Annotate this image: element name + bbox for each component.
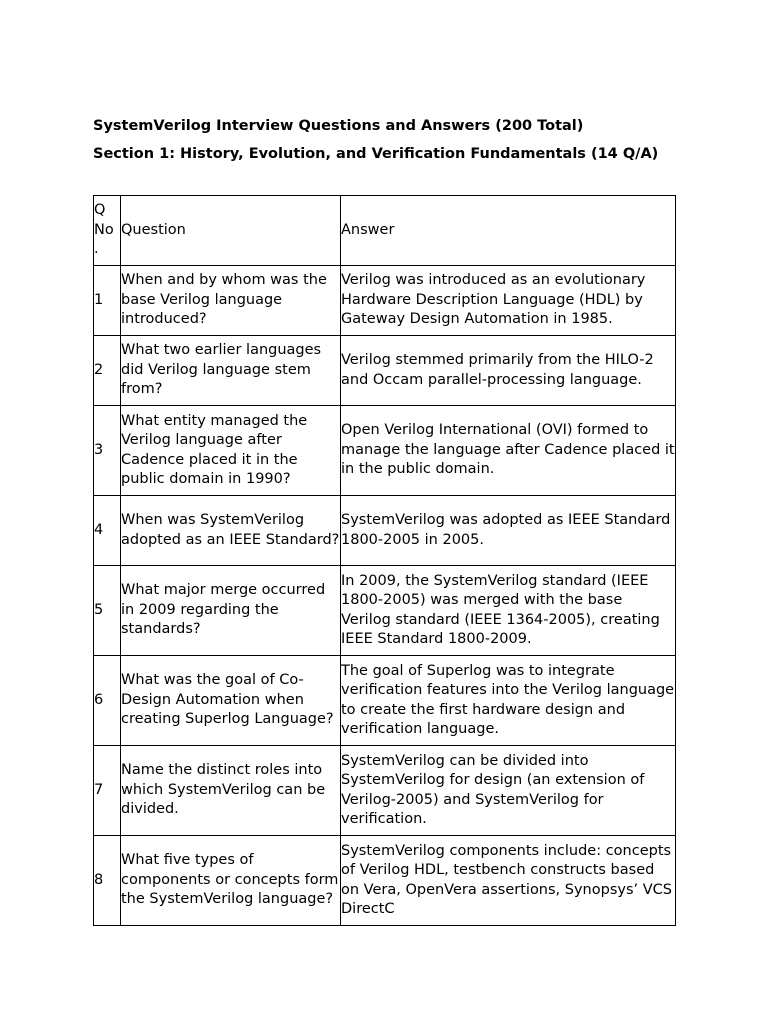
row-answer: SystemVerilog components include: concepts of Verilog HDL, testbench constructs based on Vera, OpenVera assertions, Synopsys’ VCS DirectC (341, 836, 676, 926)
row-number: 5 (94, 566, 121, 656)
table-row (94, 746, 676, 836)
document-title: SystemVerilog Interview Questions and Answers (200 Total) (93, 118, 584, 134)
table-row (94, 336, 676, 406)
table-row (94, 496, 676, 566)
row-question: What entity managed the Verilog language after Cadence placed it in the public domain in 1990? (121, 406, 341, 496)
row-number: 4 (94, 496, 121, 566)
table-row (94, 656, 676, 746)
row-answer: The goal of Superlog was to integrate verification features into the Verilog language to create the first hardware design and verification language. (341, 656, 676, 746)
row-number: 1 (94, 266, 121, 336)
table-row (94, 836, 676, 926)
header-qno: Q No . (94, 196, 121, 266)
row-question: What major merge occurred in 2009 regarding the standards? (121, 566, 341, 656)
row-number: 2 (94, 336, 121, 406)
row-answer: Verilog stemmed primarily from the HILO-2 and Occam parallel-processing language. (341, 336, 676, 406)
table-row (94, 566, 676, 656)
row-question: What was the goal of Co-Design Automation when creating Superlog Language? (121, 656, 341, 746)
row-question: What five types of components or concepts form the SystemVerilog language? (121, 836, 341, 926)
row-question: Name the distinct roles into which SystemVerilog can be divided. (121, 746, 341, 836)
row-number: 7 (94, 746, 121, 836)
row-number: 6 (94, 656, 121, 746)
row-question: When and by whom was the base Verilog language introduced? (121, 266, 341, 336)
row-number: 8 (94, 836, 121, 926)
row-answer: SystemVerilog was adopted as IEEE Standard 1800-2005 in 2005. (341, 496, 676, 566)
row-number: 3 (94, 406, 121, 496)
row-answer: SystemVerilog can be divided into SystemVerilog for design (an extension of Verilog-2005) and SystemVerilog for verification. (341, 746, 676, 836)
header-question: Question (121, 196, 341, 266)
row-question: When was SystemVerilog adopted as an IEEE Standard? (121, 496, 341, 566)
table-row (94, 266, 676, 336)
header-answer: Answer (341, 196, 676, 266)
row-answer: In 2009, the SystemVerilog standard (IEEE 1800-2005) was merged with the base Verilog standard (IEEE 1364-2005), creating IEEE Standard 1800-2009. (341, 566, 676, 656)
table-header-row (94, 196, 676, 266)
table-row (94, 406, 676, 496)
row-question: What two earlier languages did Verilog language stem from? (121, 336, 341, 406)
row-answer: Open Verilog International (OVI) formed to manage the language after Cadence placed it in the public domain. (341, 406, 676, 496)
qa-table (93, 195, 676, 926)
section-title: Section 1: History, Evolution, and Verification Fundamentals (14 Q/A) (93, 146, 659, 162)
row-answer: Verilog was introduced as an evolutionary Hardware Description Language (HDL) by Gateway Design Automation in 1985. (341, 266, 676, 336)
